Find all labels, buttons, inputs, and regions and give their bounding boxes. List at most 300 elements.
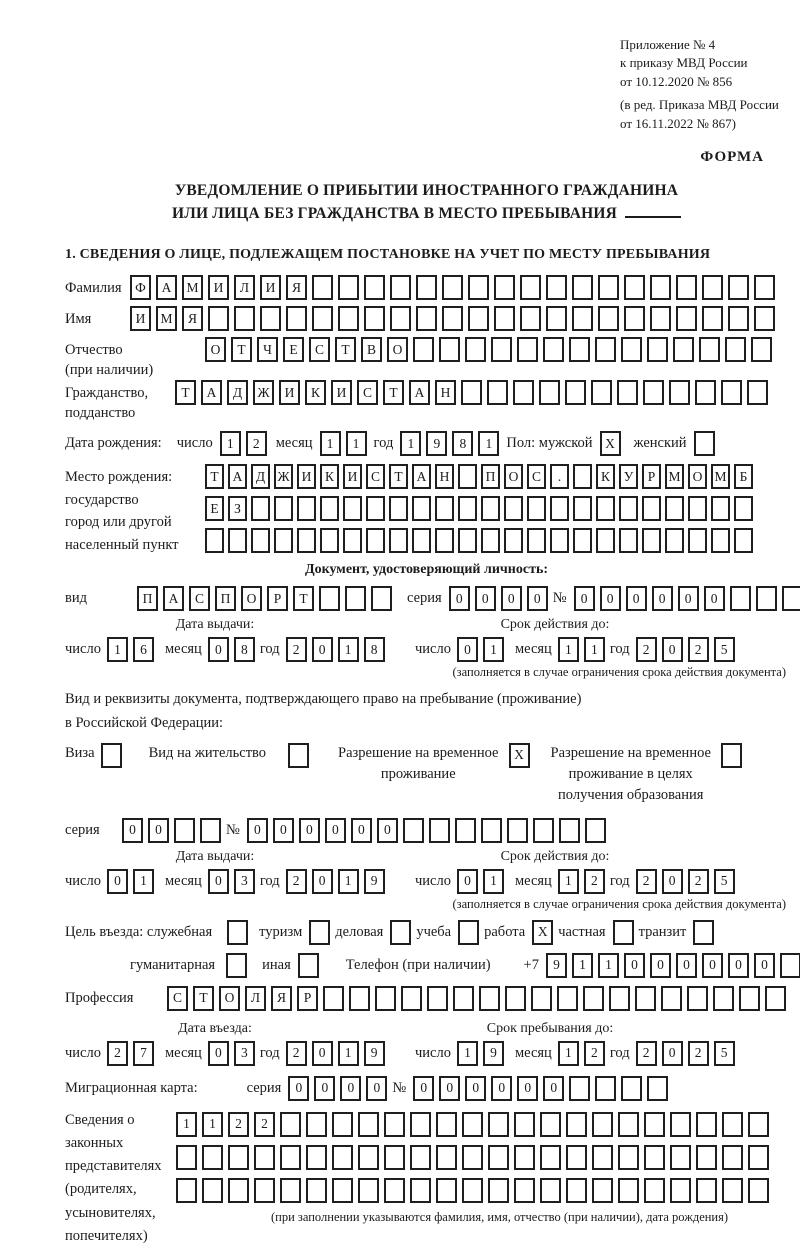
char-box[interactable] [435,496,454,521]
char-box[interactable] [702,306,723,331]
char-box[interactable]: 0 [527,586,548,611]
char-box[interactable]: 1 [220,431,241,456]
char-box[interactable]: 1 [558,869,579,894]
char-box[interactable]: С [357,380,378,405]
char-box[interactable] [458,920,479,945]
char-box[interactable] [410,1112,431,1137]
char-box[interactable]: 0 [208,637,229,662]
char-box[interactable] [557,986,578,1011]
char-box[interactable]: 0 [491,1076,512,1101]
char-box[interactable] [514,1178,535,1203]
char-box[interactable] [442,275,463,300]
char-box[interactable] [254,1145,275,1170]
char-box[interactable] [297,528,316,553]
char-box[interactable] [559,818,580,843]
char-box[interactable]: 0 [377,818,398,843]
char-box[interactable] [782,586,800,611]
char-box[interactable]: Н [435,380,456,405]
char-box[interactable] [619,528,638,553]
char-box[interactable] [345,586,366,611]
char-box[interactable] [598,306,619,331]
char-box[interactable] [713,986,734,1011]
char-box[interactable] [505,986,526,1011]
char-box[interactable] [617,380,638,405]
char-box[interactable] [286,306,307,331]
char-box[interactable]: А [228,464,247,489]
char-box[interactable]: Д [227,380,248,405]
char-box[interactable]: П [481,464,500,489]
char-box[interactable] [670,1112,691,1137]
char-box[interactable] [504,528,523,553]
char-box[interactable]: Ж [253,380,274,405]
char-box[interactable]: 2 [688,637,709,662]
char-box[interactable] [573,496,592,521]
char-box[interactable] [413,337,434,362]
char-box[interactable]: К [320,464,339,489]
char-box[interactable] [621,337,642,362]
char-box[interactable] [343,528,362,553]
char-box[interactable] [280,1145,301,1170]
char-box[interactable]: 1 [478,431,499,456]
char-box[interactable]: Ф [130,275,151,300]
char-box[interactable] [514,1145,535,1170]
char-box[interactable]: 0 [247,818,268,843]
char-box[interactable]: 0 [574,586,595,611]
char-box[interactable] [358,1178,379,1203]
char-box[interactable]: М [156,306,177,331]
char-box[interactable] [573,528,592,553]
char-box[interactable] [442,306,463,331]
char-box[interactable] [765,986,786,1011]
char-box[interactable] [458,464,477,489]
char-box[interactable] [338,306,359,331]
char-box[interactable]: Я [182,306,203,331]
char-box[interactable] [389,528,408,553]
char-box[interactable] [722,1178,743,1203]
char-box[interactable]: В [361,337,382,362]
char-box[interactable]: X [532,920,553,945]
char-box[interactable]: Т [193,986,214,1011]
char-box[interactable]: Т [293,586,314,611]
char-box[interactable] [208,306,229,331]
char-box[interactable] [436,1178,457,1203]
char-box[interactable] [274,496,293,521]
char-box[interactable] [358,1112,379,1137]
char-box[interactable] [665,496,684,521]
char-box[interactable] [540,1178,561,1203]
char-box[interactable]: Е [283,337,304,362]
char-box[interactable] [583,986,604,1011]
char-box[interactable]: А [409,380,430,405]
char-box[interactable] [533,818,554,843]
char-box[interactable] [565,380,586,405]
char-box[interactable]: 2 [688,1041,709,1066]
char-box[interactable]: Р [297,986,318,1011]
char-box[interactable] [722,1145,743,1170]
char-box[interactable] [389,496,408,521]
char-box[interactable] [573,464,592,489]
char-box[interactable]: Д [251,464,270,489]
char-box[interactable] [306,1178,327,1203]
char-box[interactable]: 1 [320,431,341,456]
char-box[interactable] [595,337,616,362]
char-box[interactable]: 0 [299,818,320,843]
char-box[interactable]: Л [245,986,266,1011]
char-box[interactable] [595,1076,616,1101]
char-box[interactable]: 3 [234,1041,255,1066]
char-box[interactable] [461,380,482,405]
char-box[interactable] [375,986,396,1011]
char-box[interactable]: Н [435,464,454,489]
char-box[interactable] [699,337,720,362]
char-box[interactable] [569,1076,590,1101]
char-box[interactable]: 0 [728,953,749,978]
char-box[interactable]: 1 [483,637,504,662]
char-box[interactable]: А [156,275,177,300]
char-box[interactable] [251,528,270,553]
char-box[interactable]: 8 [234,637,255,662]
char-box[interactable] [320,496,339,521]
char-box[interactable]: 2 [286,637,307,662]
char-box[interactable] [416,306,437,331]
char-box[interactable]: 0 [107,869,128,894]
char-box[interactable] [458,528,477,553]
char-box[interactable] [390,920,411,945]
char-box[interactable] [566,1145,587,1170]
char-box[interactable] [320,528,339,553]
char-box[interactable] [543,337,564,362]
char-box[interactable]: 2 [254,1112,275,1137]
char-box[interactable] [260,306,281,331]
char-box[interactable] [592,1178,613,1203]
char-box[interactable] [598,275,619,300]
char-box[interactable]: 1 [558,637,579,662]
char-box[interactable] [572,306,593,331]
char-box[interactable]: 2 [286,869,307,894]
char-box[interactable]: . [550,464,569,489]
char-box[interactable] [613,920,634,945]
char-box[interactable] [332,1145,353,1170]
char-box[interactable] [592,1145,613,1170]
char-box[interactable]: С [167,986,188,1011]
char-box[interactable] [550,528,569,553]
char-box[interactable]: Т [175,380,196,405]
char-box[interactable]: 8 [364,637,385,662]
char-box[interactable] [531,986,552,1011]
char-box[interactable]: О [504,464,523,489]
char-box[interactable] [661,986,682,1011]
char-box[interactable] [696,1178,717,1203]
char-box[interactable] [494,306,515,331]
char-box[interactable]: 0 [122,818,143,843]
char-box[interactable] [673,337,694,362]
char-box[interactable]: Ж [274,464,293,489]
char-box[interactable] [756,586,777,611]
char-box[interactable] [624,306,645,331]
char-box[interactable] [468,275,489,300]
char-box[interactable] [676,275,697,300]
char-box[interactable]: 0 [475,586,496,611]
char-box[interactable]: О [219,986,240,1011]
char-box[interactable] [644,1112,665,1137]
char-box[interactable] [176,1145,197,1170]
char-box[interactable] [665,528,684,553]
char-box[interactable] [436,1112,457,1137]
char-box[interactable] [436,1145,457,1170]
char-box[interactable]: А [201,380,222,405]
char-box[interactable] [520,306,541,331]
char-box[interactable] [494,275,515,300]
char-box[interactable]: X [600,431,621,456]
char-box[interactable] [487,380,508,405]
char-box[interactable]: 1 [558,1041,579,1066]
char-box[interactable] [507,818,528,843]
char-box[interactable]: 9 [546,953,567,978]
char-box[interactable] [349,986,370,1011]
char-box[interactable]: И [279,380,300,405]
char-box[interactable] [288,743,309,768]
char-box[interactable]: 0 [624,953,645,978]
char-box[interactable] [205,528,224,553]
char-box[interactable]: 9 [483,1041,504,1066]
char-box[interactable] [332,1112,353,1137]
char-box[interactable] [384,1145,405,1170]
char-box[interactable] [280,1112,301,1137]
char-box[interactable]: 5 [714,869,735,894]
char-box[interactable] [747,380,768,405]
char-box[interactable]: 0 [662,637,683,662]
char-box[interactable]: 7 [133,1041,154,1066]
char-box[interactable]: 1 [107,637,128,662]
char-box[interactable] [566,1178,587,1203]
char-box[interactable]: 1 [483,869,504,894]
char-box[interactable] [410,1178,431,1203]
char-box[interactable] [642,528,661,553]
char-box[interactable] [371,586,392,611]
char-box[interactable] [739,986,760,1011]
char-box[interactable]: 2 [107,1041,128,1066]
char-box[interactable] [642,496,661,521]
char-box[interactable]: О [205,337,226,362]
char-box[interactable] [227,920,248,945]
char-box[interactable] [462,1178,483,1203]
char-box[interactable] [366,496,385,521]
char-box[interactable]: 9 [364,1041,385,1066]
char-box[interactable]: X [509,743,530,768]
char-box[interactable]: 0 [340,1076,361,1101]
char-box[interactable] [226,953,247,978]
char-box[interactable] [780,953,800,978]
char-box[interactable]: 2 [688,869,709,894]
char-box[interactable] [730,586,751,611]
char-box[interactable]: С [366,464,385,489]
char-box[interactable] [734,496,753,521]
char-box[interactable] [670,1178,691,1203]
char-box[interactable] [513,380,534,405]
char-box[interactable]: 0 [702,953,723,978]
char-box[interactable]: О [387,337,408,362]
char-box[interactable] [312,306,333,331]
char-box[interactable] [592,1112,613,1137]
char-box[interactable] [696,1145,717,1170]
char-box[interactable] [410,1145,431,1170]
char-box[interactable] [228,528,247,553]
char-box[interactable] [332,1178,353,1203]
char-box[interactable]: 0 [312,869,333,894]
char-box[interactable] [647,337,668,362]
char-box[interactable] [754,275,775,300]
char-box[interactable]: 2 [246,431,267,456]
char-box[interactable]: К [596,464,615,489]
char-box[interactable] [298,953,319,978]
char-box[interactable]: Т [335,337,356,362]
char-box[interactable]: 1 [176,1112,197,1137]
char-box[interactable] [306,1112,327,1137]
char-box[interactable]: 0 [449,586,470,611]
char-box[interactable]: У [619,464,638,489]
char-box[interactable]: П [137,586,158,611]
char-box[interactable]: 9 [426,431,447,456]
char-box[interactable] [695,380,716,405]
char-box[interactable] [481,496,500,521]
char-box[interactable]: 0 [439,1076,460,1101]
char-box[interactable]: З [228,496,247,521]
char-box[interactable] [748,1145,769,1170]
char-box[interactable]: 1 [202,1112,223,1137]
char-box[interactable]: 1 [598,953,619,978]
char-box[interactable] [527,528,546,553]
char-box[interactable] [643,380,664,405]
char-box[interactable]: С [527,464,546,489]
char-box[interactable] [728,275,749,300]
char-box[interactable]: 1 [338,637,359,662]
char-box[interactable] [309,920,330,945]
char-box[interactable]: 0 [312,1041,333,1066]
char-box[interactable] [722,1112,743,1137]
char-box[interactable] [585,818,606,843]
char-box[interactable]: М [711,464,730,489]
char-box[interactable] [540,1145,561,1170]
char-box[interactable] [390,306,411,331]
char-box[interactable] [569,337,590,362]
char-box[interactable]: 3 [234,869,255,894]
char-box[interactable]: И [331,380,352,405]
char-box[interactable] [644,1178,665,1203]
char-box[interactable] [416,275,437,300]
char-box[interactable]: 0 [457,869,478,894]
char-box[interactable] [338,275,359,300]
char-box[interactable] [609,986,630,1011]
char-box[interactable]: Р [267,586,288,611]
char-box[interactable] [343,496,362,521]
char-box[interactable] [696,1112,717,1137]
char-box[interactable]: И [260,275,281,300]
char-box[interactable] [670,1145,691,1170]
char-box[interactable]: 0 [662,1041,683,1066]
char-box[interactable] [364,306,385,331]
char-box[interactable] [693,920,714,945]
char-box[interactable]: К [305,380,326,405]
char-box[interactable]: 2 [636,1041,657,1066]
char-box[interactable]: Р [642,464,661,489]
char-box[interactable] [366,528,385,553]
char-box[interactable] [591,380,612,405]
char-box[interactable]: 0 [288,1076,309,1101]
char-box[interactable] [514,1112,535,1137]
char-box[interactable]: 0 [517,1076,538,1101]
char-box[interactable] [465,337,486,362]
char-box[interactable] [751,337,772,362]
char-box[interactable] [504,496,523,521]
char-box[interactable] [479,986,500,1011]
char-box[interactable] [650,275,671,300]
char-box[interactable]: Л [234,275,255,300]
char-box[interactable] [550,496,569,521]
char-box[interactable] [176,1178,197,1203]
char-box[interactable] [725,337,746,362]
char-box[interactable]: 1 [133,869,154,894]
char-box[interactable]: 0 [501,586,522,611]
char-box[interactable] [520,275,541,300]
char-box[interactable] [481,528,500,553]
char-box[interactable] [596,528,615,553]
char-box[interactable] [687,986,708,1011]
char-box[interactable] [517,337,538,362]
char-box[interactable] [384,1112,405,1137]
char-box[interactable] [435,528,454,553]
char-box[interactable] [439,337,460,362]
char-box[interactable]: 0 [704,586,725,611]
char-box[interactable] [711,528,730,553]
char-box[interactable] [572,275,593,300]
char-box[interactable] [647,1076,668,1101]
char-box[interactable] [364,275,385,300]
char-box[interactable] [319,586,340,611]
char-box[interactable] [539,380,560,405]
char-box[interactable]: 5 [714,1041,735,1066]
char-box[interactable]: А [412,464,431,489]
char-box[interactable]: И [130,306,151,331]
char-box[interactable] [721,743,742,768]
char-box[interactable]: 2 [584,869,605,894]
char-box[interactable]: 0 [600,586,621,611]
char-box[interactable] [596,496,615,521]
char-box[interactable]: Я [271,986,292,1011]
char-box[interactable]: 0 [652,586,673,611]
char-box[interactable] [429,818,450,843]
char-box[interactable] [384,1178,405,1203]
char-box[interactable] [748,1112,769,1137]
char-box[interactable] [650,306,671,331]
char-box[interactable] [621,1076,642,1101]
char-box[interactable]: 0 [325,818,346,843]
char-box[interactable]: И [208,275,229,300]
char-box[interactable] [488,1112,509,1137]
char-box[interactable] [453,986,474,1011]
char-box[interactable]: 0 [676,953,697,978]
char-box[interactable] [688,496,707,521]
char-box[interactable] [546,275,567,300]
char-box[interactable]: 1 [584,637,605,662]
char-box[interactable]: 0 [208,1041,229,1066]
char-box[interactable]: С [189,586,210,611]
char-box[interactable]: 2 [584,1041,605,1066]
char-box[interactable]: И [297,464,316,489]
char-box[interactable]: Я [286,275,307,300]
char-box[interactable]: 0 [754,953,775,978]
char-box[interactable] [481,818,502,843]
char-box[interactable]: 1 [346,431,367,456]
